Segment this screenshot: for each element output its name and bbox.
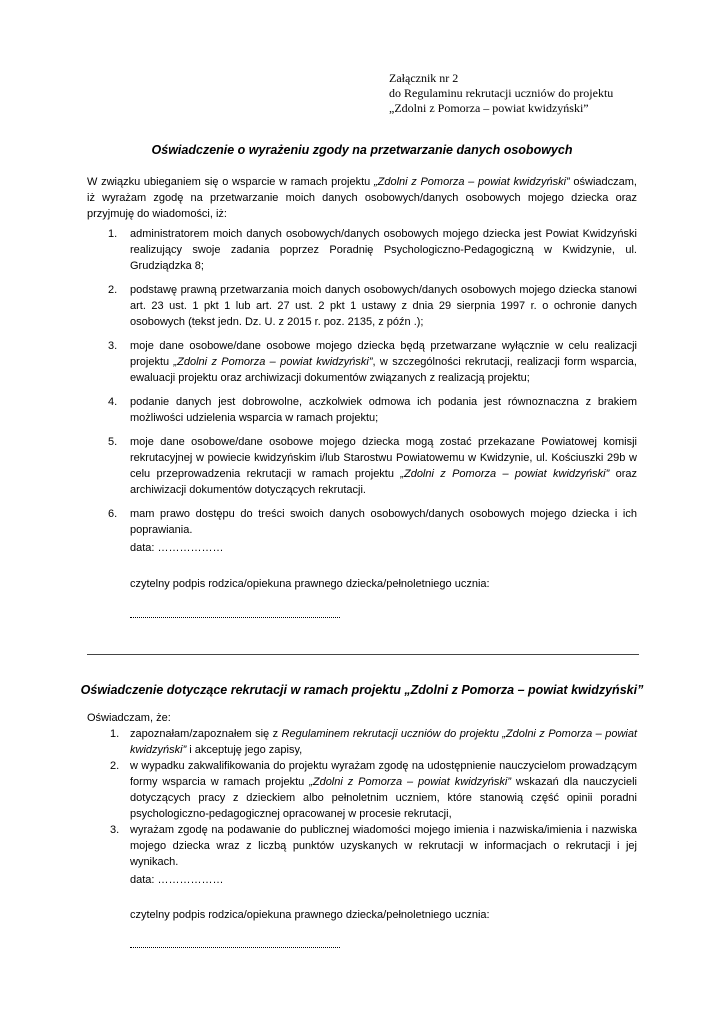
list-item: 3. moje dane osobowe/dane osobowe mojego dziecka będą przetwarzane wyłącznie w celu realizacji projektu „Zdolni z Pomorza – powiat kwidzyński”, w szczególności rekrutacji, realizacji form wsparcia, ewaluacji projektu oraz archiwizacji dokumentów związanych z realizacją projektu;	[108, 340, 637, 384]
attachment-regulation: do Regulaminu rekrutacji uczniów do projektu	[389, 86, 614, 100]
recruitment-list	[87, 726, 637, 870]
signature-label: czytelny podpis rodzica/opiekuna prawnego dziecka/pełnoletniego ucznia:	[130, 909, 490, 921]
date-field: data: ………………	[130, 874, 224, 886]
list-item: 5. moje dane osobowe/dane osobowe mojego dziecka mogą zostać przekazane Powiatowej komisji rekrutacyjnej w powiecie kwidzyńskim i/lub Starostwu Powiatowemu w Kwidzynie, ul. Kościuszki 29b w celu przeprowadzenia rekrutacji w ramach projektu „Zdolni z Pomorza – powiat kwidzyński” oraz archiwizacji dokumentów dotyczących rekrutacji.	[108, 436, 637, 496]
attachment-number: Załącznik nr 2	[389, 71, 459, 85]
signature-line	[130, 617, 340, 618]
list-item: 1. administratorem moich danych osobowych/danych osobowych mojego dziecka jest Powiat Kwidzyński realizujący swoje zadania poprzez Poradnię Psychologiczno-Pedagogiczną w Kwidzynie, ul. Grudziądzka 8;	[108, 228, 637, 272]
signature-label: czytelny podpis rodzica/opiekuna prawnego dziecka/pełnoletniego ucznia:	[130, 578, 490, 590]
section-divider	[87, 654, 639, 655]
list-item: 1. zapoznałam/zapoznałem się z Regulaminem rekrutacji uczniów do projektu „Zdolni z Pomorza – powiat kwidzyński” i akceptuję jego zapisy,	[110, 728, 638, 756]
attachment-project: „Zdolni z Pomorza – powiat kwidzyński”	[389, 101, 589, 115]
list-item: 4. podanie danych jest dobrowolne, aczkolwiek odmowa ich podania jest równoznaczna z brakiem możliwości udzielenia wsparcia w ramach projektu;	[108, 396, 637, 424]
section2-title: Oświadczenie dotyczące rekrutacji w ramach projektu „Zdolni z Pomorza – powiat kwidzyński”	[80, 683, 644, 697]
list-item: 3. wyrażam zgodę na podawanie do publicznej wiadomości mojego imienia i nazwiska/imienia i nazwiska mojego dziecka wraz z liczbą punktów uzyskanych w rekrutacji w informacjach o rekrutacji i jej wynikach.	[110, 824, 637, 868]
list-item: 6. mam prawo dostępu do treści swoich danych osobowych/danych osobowych mojego dziecka i ich poprawiania.	[108, 508, 637, 536]
date-field: data: ………………	[130, 542, 224, 554]
signature-line	[130, 947, 340, 948]
consent-list	[87, 226, 637, 546]
list-item: 2. w wypadku zakwalifikowania do projektu wyrażam zgodę na udostępnienie nauczycielom prowadzącym formy wsparcia w ramach projektu „Zdolni z Pomorza – powiat kwidzyński” wskazań dla nauczycieli dotyczących pracy z dzieckiem albo pełnoletnim uczniem, które stanowią część opinii poradni psychologiczno-pedagogicznej opracowanej w procesie rekrutacji,	[110, 760, 637, 820]
declaration-intro: Oświadczam, że:	[87, 712, 171, 724]
section1-intro: W związku ubieganiem się o wsparcie w ramach projektu „Zdolni z Pomorza – powiat kwidzyński” oświadczam, iż wyrażam zgodę na przetwarzanie moich danych osobowych/danych osobowych mojego dziecka oraz przyjmuję do wiadomości, iż:	[87, 176, 637, 220]
attachment-header	[389, 71, 613, 116]
section1-title: Oświadczenie o wyrażeniu zgody na przetwarzanie danych osobowych	[151, 143, 573, 157]
list-item: 2. podstawę prawną przetwarzania moich danych osobowych/danych osobowych mojego dziecka stanowi art. 23 ust. 1 pkt 1 lub art. 27 ust. 2 pkt 1 ustawy z dnia 29 sierpnia 1997 r. o ochronie danych osobowych (tekst jedn. Dz. U. z 2015 r. poz. 2135, z późn .);	[108, 284, 637, 328]
